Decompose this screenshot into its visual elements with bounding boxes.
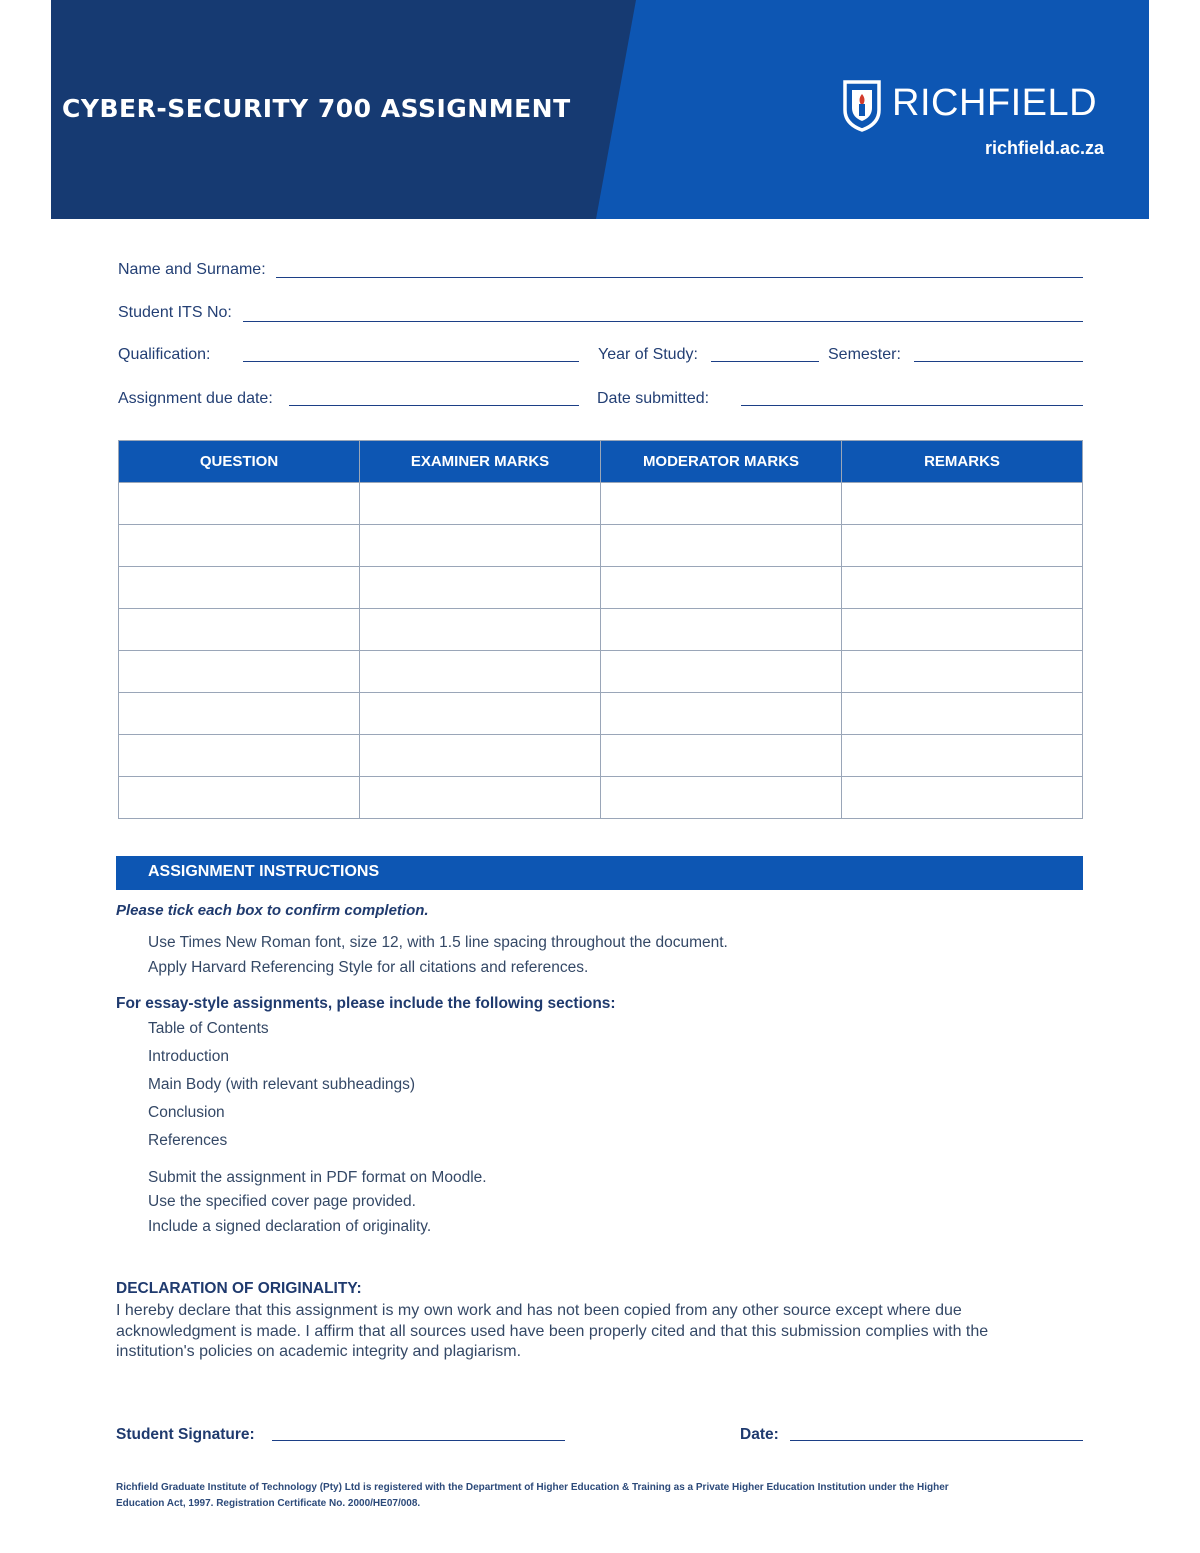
table-cell[interactable]	[601, 735, 842, 777]
table-cell[interactable]	[601, 609, 842, 651]
marks-table	[118, 440, 1083, 819]
table-row	[119, 609, 1083, 651]
table-cell[interactable]	[360, 777, 601, 819]
semester-field[interactable]	[914, 361, 1083, 362]
section-item[interactable]: Conclusion	[148, 1104, 225, 1121]
table-cell[interactable]	[842, 483, 1083, 525]
name-surname-field[interactable]	[276, 277, 1083, 278]
section-item[interactable]: References	[148, 1132, 228, 1149]
header-remarks: REMARKS	[842, 441, 1083, 483]
table-cell[interactable]	[601, 567, 842, 609]
table-cell[interactable]	[842, 567, 1083, 609]
table-cell[interactable]	[119, 483, 360, 525]
declaration-text: I hereby declare that this assignment is my own work and has not been copied from any other source except where due acknowledgment is made. I affirm that all sources used have been properly cited and that this submission complies with the institution's policies on academic integrity and plagiarism.	[116, 1302, 989, 1360]
brand-website: richfield.ac.za	[985, 138, 1105, 158]
submission-item[interactable]: Submit the assignment in PDF format on Moodle.	[148, 1169, 487, 1186]
year-of-study-label: Year of Study:	[598, 346, 698, 363]
table-cell[interactable]	[842, 525, 1083, 567]
tick-note: Please tick each box to confirm completion.	[116, 902, 429, 919]
student-its-label: Student ITS No:	[118, 304, 232, 321]
table-cell[interactable]	[842, 609, 1083, 651]
table-cell[interactable]	[360, 735, 601, 777]
signature-date-label: Date:	[740, 1426, 779, 1443]
table-cell[interactable]	[601, 693, 842, 735]
table-cell[interactable]	[119, 693, 360, 735]
table-cell[interactable]	[842, 735, 1083, 777]
table-row	[119, 567, 1083, 609]
table-cell[interactable]	[360, 651, 601, 693]
table-cell[interactable]	[119, 609, 360, 651]
footer-registration-text: Richfield Graduate Institute of Technology (Pty) Ltd is registered with the Department of Higher Education & Training as a Private Higher Education Institution under the Higher Education Act, 1997. Registration Certificate No. 2000/HE07/008.	[116, 1482, 949, 1509]
student-its-field[interactable]	[243, 321, 1083, 322]
table-cell[interactable]	[119, 735, 360, 777]
header-examiner-marks: EXAMINER MARKS	[360, 441, 601, 483]
qualification-label: Qualification:	[118, 346, 211, 363]
instructions-title: ASSIGNMENT INSTRUCTIONS	[148, 863, 380, 880]
student-signature-label: Student Signature:	[116, 1426, 255, 1443]
date-submitted-label: Date submitted:	[597, 390, 710, 407]
table-row	[119, 777, 1083, 819]
header-moderator-marks: MODERATOR MARKS	[601, 441, 842, 483]
table-cell[interactable]	[119, 567, 360, 609]
table-cell[interactable]	[119, 777, 360, 819]
table-row	[119, 735, 1083, 777]
table-cell[interactable]	[360, 609, 601, 651]
table-cell[interactable]	[842, 693, 1083, 735]
brand-name: RICHFIELD	[892, 82, 1098, 124]
signature-date-field[interactable]	[790, 1440, 1083, 1441]
table-cell[interactable]	[842, 777, 1083, 819]
due-date-label: Assignment due date:	[118, 390, 273, 407]
semester-label: Semester:	[828, 346, 901, 363]
date-submitted-field[interactable]	[741, 405, 1083, 406]
document-title: CYBER-SECURITY 700 ASSIGNMENT	[62, 94, 571, 123]
header-question: QUESTION	[119, 441, 360, 483]
section-item[interactable]: Table of Contents	[148, 1020, 269, 1037]
student-signature-field[interactable]	[272, 1440, 565, 1441]
table-cell[interactable]	[842, 651, 1083, 693]
due-date-field[interactable]	[289, 405, 579, 406]
table-row	[119, 525, 1083, 567]
section-item[interactable]: Main Body (with relevant subheadings)	[148, 1076, 416, 1093]
essay-heading: For essay-style assignments, please include the following sections:	[116, 995, 616, 1012]
richfield-shield-icon	[843, 80, 881, 137]
table-cell[interactable]	[360, 483, 601, 525]
table-cell[interactable]	[119, 651, 360, 693]
submission-item[interactable]: Include a signed declaration of originality.	[148, 1218, 432, 1235]
table-row	[119, 651, 1083, 693]
section-item[interactable]: Introduction	[148, 1048, 229, 1065]
qualification-field[interactable]	[243, 361, 579, 362]
marks-table-header-row	[119, 441, 1083, 483]
table-cell[interactable]	[360, 693, 601, 735]
table-row	[119, 483, 1083, 525]
table-cell[interactable]	[360, 567, 601, 609]
year-of-study-field[interactable]	[711, 361, 819, 362]
table-cell[interactable]	[601, 525, 842, 567]
table-cell[interactable]	[360, 525, 601, 567]
table-row	[119, 693, 1083, 735]
table-cell[interactable]	[119, 525, 360, 567]
instruction-item[interactable]: Apply Harvard Referencing Style for all citations and references.	[148, 959, 589, 976]
table-cell[interactable]	[601, 483, 842, 525]
declaration-title: DECLARATION OF ORIGINALITY:	[116, 1280, 362, 1297]
table-cell[interactable]	[601, 777, 842, 819]
name-surname-label: Name and Surname:	[118, 261, 266, 278]
table-cell[interactable]	[601, 651, 842, 693]
submission-item[interactable]: Use the specified cover page provided.	[148, 1193, 416, 1210]
instruction-item[interactable]: Use Times New Roman font, size 12, with 1.5 line spacing throughout the document.	[148, 934, 728, 951]
